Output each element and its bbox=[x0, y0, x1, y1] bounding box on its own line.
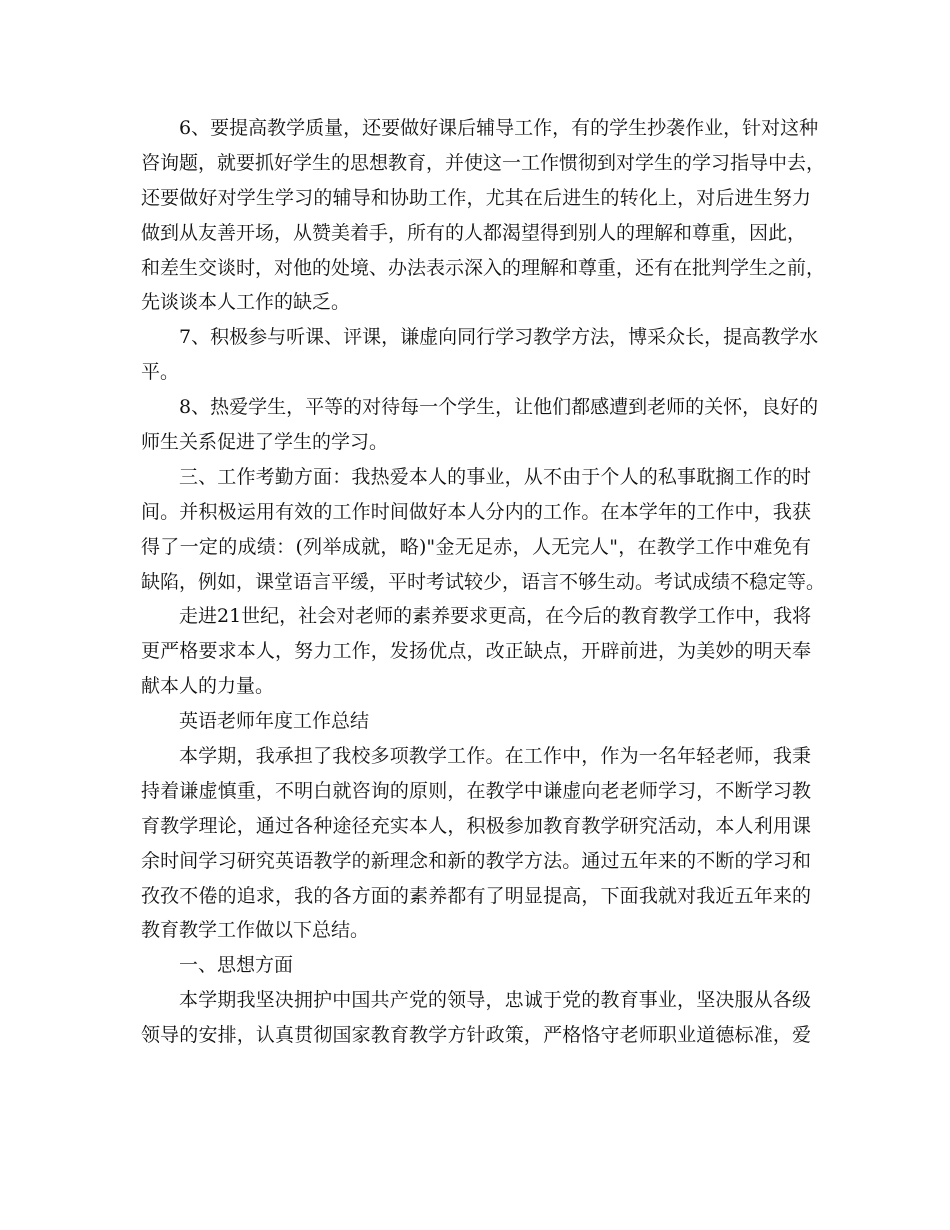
text-line: 教育教学工作做以下总结。 bbox=[141, 919, 370, 942]
text-line: 间。并积极运用有效的工作时间做好本人分内的工作。在本学年的工作中，我获 bbox=[141, 500, 811, 523]
text-line: 走进21世纪，社会对老师的素养要求更高，在今后的教育教学工作中，我将 bbox=[179, 605, 812, 628]
text-line: 缺陷，例如，课堂语言平缓，平时考试较少，语言不够生动。考试成绩不稳定等。 bbox=[141, 570, 826, 593]
text-line: 献本人的力量。 bbox=[141, 675, 275, 698]
text-line: 得了一定的成绩：(列举成就，略)"金无足赤，人无完人"，在教学工作中难免有 bbox=[141, 535, 811, 558]
text-line: 做到从友善开场，从赞美着手，所有的人都渴望得到别人的理解和尊重，因此， bbox=[141, 221, 807, 244]
text-line: 本学期，我承担了我校多项教学工作。在工作中，作为一名年轻老师，我秉 bbox=[179, 745, 811, 768]
text-line: 持着谦虚慎重，不明白就咨询的原则，在教学中谦虚向老老师学习，不断学习教 bbox=[141, 779, 811, 802]
text-line: 三、工作考勤方面：我热爱本人的事业，从不由于个人的私事耽搁工作的时 bbox=[179, 465, 811, 488]
text-line: 还要做好对学生学习的辅导和协助工作，尤其在后进生的转化上，对后进生努力 bbox=[141, 186, 811, 209]
text-line: 一、思想方面 bbox=[179, 954, 294, 977]
text-line: 本学期我坚决拥护中国共产党的领导，忠诚于党的教育事业，坚决服从各级 bbox=[179, 989, 811, 1012]
text-line: 和差生交谈时，对他的处境、办法表示深入的理解和尊重，还有在批判学生之前， bbox=[141, 256, 826, 279]
text-line: 6、要提高教学质量，还要做好课后辅导工作，有的学生抄袭作业，针对这种 bbox=[179, 117, 819, 139]
text-line: 英语老师年度工作总结 bbox=[179, 710, 370, 733]
text-line: 更严格要求本人，努力工作，发扬优点，改正缺点，开辟前进，为美妙的明天奉 bbox=[141, 640, 811, 663]
text-line: 平。 bbox=[141, 361, 180, 384]
text-line: 先谈谈本人工作的缺乏。 bbox=[141, 291, 351, 314]
document-body bbox=[141, 111, 826, 1053]
text-line: 领导的安排，认真贯彻国家教育教学方针政策，严格恪守老师职业道德标准，爱 bbox=[141, 1024, 811, 1047]
text-line: 师生关系促进了学生的学习。 bbox=[141, 431, 389, 454]
text-line: 孜孜不倦的追求，我的各方面的素养都有了明显提高，下面我就对我近五年来的 bbox=[141, 884, 811, 907]
text-line: 8、热爱学生，平等的对待每一个学生，让他们都感遭到老师的关怀，良好的 bbox=[179, 396, 819, 419]
text-line: 7、积极参与听课、评课，谦虚向同行学习教学方法，博采众长，提高教学水 bbox=[179, 326, 819, 349]
text-line: 余时间学习研究英语教学的新理念和新的教学方法。通过五年来的不断的学习和 bbox=[141, 849, 811, 872]
text-line: 育教学理论，通过各种途径充实本人，积极参加教育教学研究活动，本人利用课 bbox=[141, 814, 811, 837]
text-line: 咨询题，就要抓好学生的思想教育，并使这一工作惯彻到对学生的学习指导中去， bbox=[141, 151, 826, 174]
